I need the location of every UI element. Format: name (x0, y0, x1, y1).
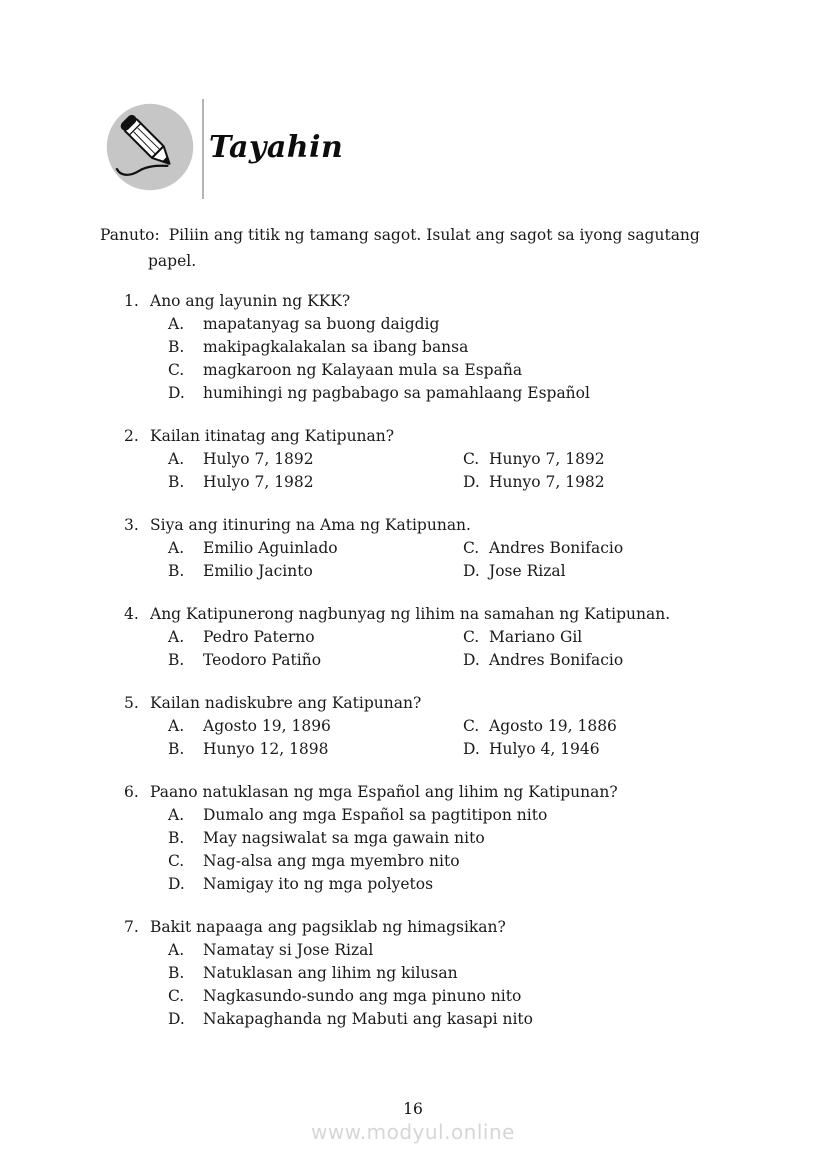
question-text: Ano ang layunin ng KKK? (150, 292, 351, 310)
option-6b (168, 827, 814, 850)
option-3b (168, 560, 463, 583)
question-1 (124, 290, 814, 405)
option-letter: B. (168, 473, 185, 491)
option-text: Hulyo 7, 1892 (203, 450, 314, 468)
option-text: Hulyo 4, 1946 (489, 740, 600, 758)
option-7a (168, 939, 814, 962)
option-letter: C. (168, 852, 185, 870)
question-3 (124, 514, 814, 583)
option-7c (168, 985, 814, 1008)
question-number: 5. (124, 694, 139, 712)
option-text: Nag-alsa ang mga myembro nito (203, 852, 460, 870)
question-text: Ang Katipunerong nagbunyag ng lihim na samahan ng Katipunan. (150, 605, 671, 623)
option-2c (463, 448, 814, 471)
option-5b (168, 738, 463, 761)
page-title: Tayahin (209, 130, 344, 165)
option-1a (168, 313, 814, 336)
option-text: humihingi ng pagbabago sa pamahlaang Español (203, 384, 590, 402)
option-text: magkaroon ng Kalayaan mula sa España (203, 361, 523, 379)
option-6c (168, 850, 814, 873)
question-text: Paano natuklasan ng mga Español ang lihim ng Katipunan? (150, 783, 618, 801)
question-number: 7. (124, 918, 139, 936)
question-6 (124, 781, 814, 896)
option-text: Hunyo 7, 1982 (489, 473, 605, 491)
option-text: Hunyo 12, 1898 (203, 740, 329, 758)
option-7d (168, 1008, 814, 1031)
question-number: 6. (124, 783, 139, 801)
instructions-label: Panuto: (100, 226, 160, 244)
question-number: 3. (124, 516, 139, 534)
question-number: 2. (124, 427, 139, 445)
option-text: Agosto 19, 1886 (489, 717, 617, 735)
option-5d (463, 738, 814, 761)
page-number: 16 (403, 1100, 423, 1118)
option-letter: D. (168, 384, 185, 402)
question-5 (124, 692, 814, 761)
option-letter: A. (168, 315, 185, 333)
option-text: Natuklasan ang lihim ng kilusan (203, 964, 458, 982)
option-letter: B. (168, 740, 185, 758)
option-text: Nakapaghanda ng Mabuti ang kasapi nito (203, 1010, 533, 1028)
option-letter: C. (463, 717, 480, 735)
question-7 (124, 916, 814, 1031)
option-3a (168, 537, 463, 560)
question-text: Kailan nadiskubre ang Katipunan? (150, 694, 422, 712)
option-text: Hunyo 7, 1892 (489, 450, 605, 468)
option-letter: A. (168, 539, 185, 557)
option-letter: B. (168, 829, 185, 847)
option-2a (168, 448, 463, 471)
instructions (100, 222, 734, 274)
question-text: Siya ang itinuring na Ama ng Katipunan. (150, 516, 471, 534)
question-2 (124, 425, 814, 494)
option-text: Agosto 19, 1896 (203, 717, 331, 735)
watermark: www.modyul.online (311, 1120, 515, 1144)
instructions-text: Piliin ang titik ng tamang sagot. Isulat ang sagot sa iyong sagutang papel. (148, 226, 700, 270)
option-text: Jose Rizal (489, 562, 566, 580)
header-divider (202, 99, 204, 199)
option-letter: D. (463, 651, 480, 669)
option-text: Dumalo ang mga Español sa pagtitipon nito (203, 806, 548, 824)
option-letter: C. (168, 361, 185, 379)
option-text: Andres Bonifacio (489, 539, 624, 557)
option-1d (168, 382, 814, 405)
option-3d (463, 560, 814, 583)
option-letter: D. (463, 740, 480, 758)
option-text: makipagkalakalan sa ibang bansa (203, 338, 469, 356)
option-6d (168, 873, 814, 896)
option-5a (168, 715, 463, 738)
option-letter: D. (463, 562, 480, 580)
question-text: Kailan itinatag ang Katipunan? (150, 427, 395, 445)
option-text: Namigay ito ng mga polyetos (203, 875, 434, 893)
option-3c (463, 537, 814, 560)
option-letter: D. (168, 1010, 185, 1028)
option-letter: A. (168, 941, 185, 959)
option-text: Namatay si Jose Rizal (203, 941, 374, 959)
option-letter: B. (168, 651, 185, 669)
option-text: Pedro Paterno (203, 628, 315, 646)
option-2d (463, 471, 814, 494)
option-letter: C. (463, 450, 480, 468)
option-letter: A. (168, 717, 185, 735)
option-4c (463, 626, 814, 649)
option-5c (463, 715, 814, 738)
option-text: Emilio Aguinlado (203, 539, 338, 557)
option-4b (168, 649, 463, 672)
option-text: Andres Bonifacio (489, 651, 624, 669)
option-text: Hulyo 7, 1982 (203, 473, 314, 491)
option-text: May nagsiwalat sa mga gawain nito (203, 829, 485, 847)
question-text: Bakit napaaga ang pagsiklab ng himagsikan? (150, 918, 506, 936)
option-1c (168, 359, 814, 382)
option-1b (168, 336, 814, 359)
option-letter: B. (168, 964, 185, 982)
option-4a (168, 626, 463, 649)
option-text: Emilio Jacinto (203, 562, 313, 580)
question-number: 1. (124, 292, 139, 310)
question-list (124, 290, 814, 1051)
option-7b (168, 962, 814, 985)
option-text: mapatanyag sa buong daigdig (203, 315, 440, 333)
option-text: Nagkasundo-sundo ang mga pinuno nito (203, 987, 522, 1005)
option-text: Teodoro Patiño (203, 651, 322, 669)
option-letter: D. (168, 875, 185, 893)
option-letter: C. (463, 539, 480, 557)
option-text: Mariano Gil (489, 628, 583, 646)
option-letter: A. (168, 450, 185, 468)
option-4d (463, 649, 814, 672)
option-letter: C. (168, 987, 185, 1005)
option-letter: B. (168, 338, 185, 356)
option-letter: B. (168, 562, 185, 580)
option-letter: D. (463, 473, 480, 491)
pencil-icon (104, 101, 196, 193)
option-2b (168, 471, 463, 494)
question-number: 4. (124, 605, 139, 623)
option-letter: A. (168, 806, 185, 824)
option-letter: A. (168, 628, 185, 646)
option-letter: C. (463, 628, 480, 646)
option-6a (168, 804, 814, 827)
question-4 (124, 603, 814, 672)
